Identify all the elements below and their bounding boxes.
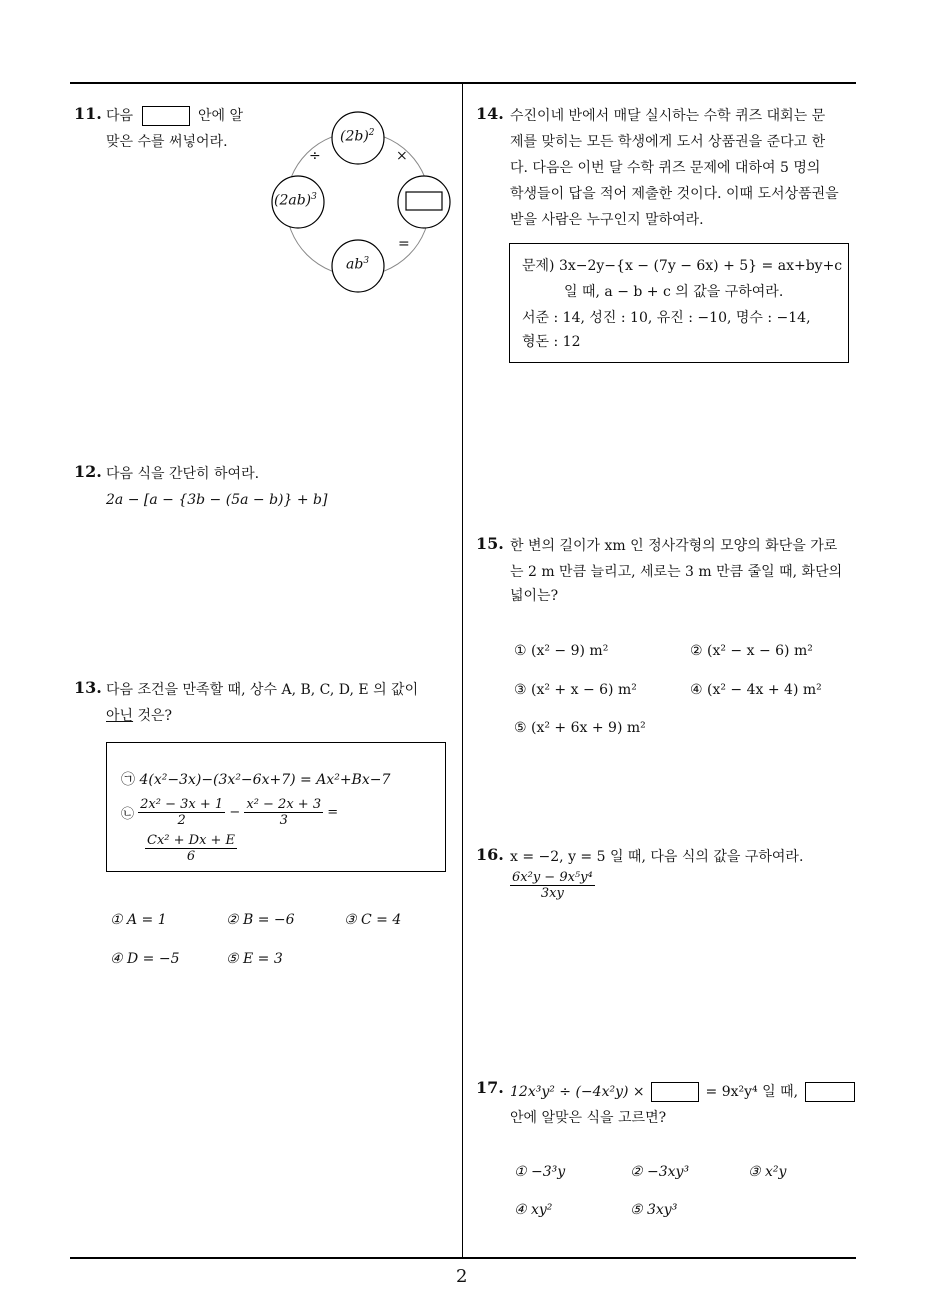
- condition-marker: ㉡: [121, 807, 135, 822]
- choice-5[interactable]: ⑤ 3xy³: [630, 1202, 678, 1218]
- condition-box: [106, 742, 446, 872]
- condition-2-rhs: [145, 833, 237, 864]
- question-text: 수진이네 반에서 매달 실시하는 수학 퀴즈 대회는 문: [510, 108, 826, 124]
- operator: =: [327, 805, 339, 820]
- answer-blank[interactable]: [651, 1082, 699, 1102]
- diagram-blank: [406, 192, 442, 210]
- question-number: 12.: [74, 462, 102, 481]
- question-text: 제를 맞히는 모든 학생에게 도서 상품권을 준다고 한: [510, 134, 826, 150]
- text-segment: 다음: [106, 108, 134, 124]
- condition-marker: ㉠: [121, 772, 135, 788]
- question-text: x = −2, y = 5 일 때, 다음 식의 값을 구하여라.: [510, 849, 804, 865]
- page-number: 2: [456, 1266, 468, 1287]
- top-circle-label: $(2b)^2$: [340, 128, 375, 145]
- condition-1: [121, 769, 390, 789]
- choice-3[interactable]: ③ C = 4: [344, 912, 402, 928]
- question-text: 다음 조건을 만족할 때, 상수 A, B, C, D, E 의 값이: [106, 682, 419, 698]
- choice-4[interactable]: ④ D = −5: [110, 951, 180, 967]
- choice-1[interactable]: ① −3³y: [514, 1164, 566, 1180]
- question-text: 다음 식을 간단히 하여라.: [106, 466, 260, 482]
- choice-4[interactable]: ④ xy²: [514, 1202, 553, 1218]
- question-text: 학생들이 답을 적어 제출한 것이다. 이때 도서상품권을: [510, 186, 839, 202]
- choice-2[interactable]: ② −3xy³: [630, 1164, 690, 1180]
- answer-blank[interactable]: [142, 106, 190, 126]
- question-number: 14.: [476, 104, 504, 123]
- expression: 2a − [a − {3b − (5a − b)} + b]: [106, 492, 328, 508]
- question-text: 넓이는?: [510, 588, 559, 604]
- box-text: 형돈 : 12: [522, 334, 581, 350]
- underlined-word: 아닌: [106, 708, 134, 724]
- box-text: 서준 : 14, 성진 : 10, 유진 : −10, 명수 : −14,: [522, 310, 811, 326]
- condition-text: 4(x²−3x)−(3x²−6x+7) = Ax²+Bx−7: [139, 772, 391, 788]
- choice-5[interactable]: ⑤ E = 3: [226, 951, 283, 967]
- bottom-circle-label: $ab^3$: [346, 256, 370, 273]
- text-segment: 것은?: [133, 708, 173, 724]
- text-segment: 12x³y² ÷ (−4x²y) ×: [510, 1084, 645, 1100]
- choice-2[interactable]: ② (x² − x − 6) m²: [690, 643, 813, 659]
- question-text: [106, 104, 243, 128]
- box-text: 문제) 3x−2y−{x − (7y − 6x) + 5} = ax+by+c: [522, 258, 843, 274]
- divide-operator: ÷: [309, 148, 321, 164]
- question-text: 받을 사람은 누구인지 말하여라.: [510, 212, 704, 228]
- question-text: 맞은 수를 써넣어라.: [106, 134, 228, 150]
- choice-2[interactable]: ② B = −6: [226, 912, 295, 928]
- question-text: 한 변의 길이가 xm 인 정사각형의 모양의 화단을 가로: [510, 538, 838, 554]
- text-segment: 안에 알: [197, 108, 243, 124]
- left-circle-label: $(2ab)^3$: [274, 192, 317, 209]
- condition-2: [121, 797, 338, 828]
- choice-1[interactable]: ① (x² − 9) m²: [514, 643, 609, 659]
- bottom-rule: [70, 1257, 856, 1259]
- choice-3[interactable]: ③ (x² + x − 6) m²: [514, 682, 637, 698]
- choice-4[interactable]: ④ (x² − 4x + 4) m²: [690, 682, 822, 698]
- question-text: 안에 알맞은 식을 고르면?: [510, 1110, 667, 1126]
- top-rule: [70, 82, 856, 84]
- question-text: 는 2 m 만큼 늘리고, 세로는 3 m 만큼 줄일 때, 화단의: [510, 564, 843, 580]
- question-number: 16.: [476, 845, 504, 864]
- box-text: 일 때, a − b + c 의 값을 구하여라.: [564, 284, 784, 300]
- fraction: $\frac{\text{2x² − 3x + 1}}{2}$: [140, 797, 224, 828]
- question-text: [510, 1080, 855, 1104]
- choice-5[interactable]: ⑤ (x² + 6x + 9) m²: [514, 720, 646, 736]
- question-number: 15.: [476, 534, 504, 553]
- multiply-operator: ×: [396, 148, 408, 164]
- column-divider: [462, 84, 463, 1258]
- problem-box: [509, 243, 849, 363]
- equals-operator: =: [398, 236, 410, 252]
- choice-3[interactable]: ③ x²y: [748, 1164, 787, 1180]
- question-number: 17.: [476, 1078, 504, 1097]
- text-segment: = 9x²y⁴ 일 때,: [705, 1084, 799, 1100]
- fraction: $\frac{\text{Cx² + Dx + E}}{6}$: [147, 833, 236, 864]
- operator: −: [229, 805, 241, 820]
- fraction: $\frac{\text{x² − 2x + 3}}{3}$: [246, 797, 322, 828]
- choice-1[interactable]: ① A = 1: [110, 912, 167, 928]
- question-number: 13.: [74, 678, 102, 697]
- question-text: [106, 704, 172, 728]
- question-text: 다. 다음은 이번 달 수학 퀴즈 문제에 대하여 5 명의: [510, 160, 821, 176]
- question-number: 11.: [74, 104, 102, 123]
- answer-blank[interactable]: [805, 1082, 855, 1102]
- expression-fraction: $\frac{\text{6x²y − 9x⁵y⁴}}{3xy}$: [512, 870, 593, 901]
